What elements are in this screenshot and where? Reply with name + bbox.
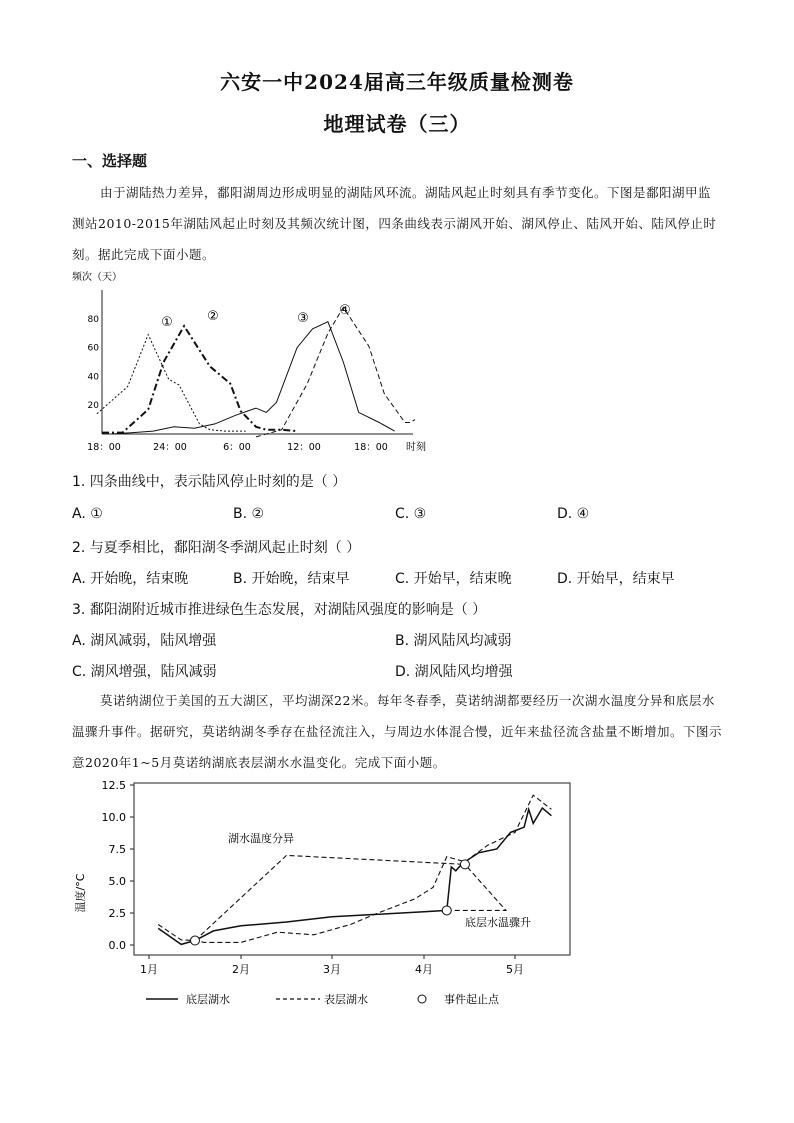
chart2-y-tick-label: 0.0 xyxy=(108,939,126,952)
intro-paragraph-1: 由于湖陆热力差异，鄱阳湖周边形成明显的湖陆风环流。湖陆风起止时刻具有季节变化。下图是鄱阳湖甲监测站2010-2015年湖陆风起止时刻及其频次统计图，四条曲线表示湖风开始、湖风停止、陆风开始、陆风停止时刻。据此完成下面小题。 xyxy=(72,185,717,262)
chart1-series-line xyxy=(256,307,415,437)
q2-option-a[interactable]: A. 开始晚，结束晚 xyxy=(72,571,189,587)
question-1-stem: 1. 四条曲线中，表示陆风停止时刻的是（ ） xyxy=(72,474,347,490)
q2-option-c[interactable]: C. 开始早，结束晚 xyxy=(395,571,512,587)
chart1-series-label: ② xyxy=(207,309,219,324)
paper-title: 六安一中2024届高三年级质量检测卷 xyxy=(220,70,574,94)
q1-option-c[interactable]: C. ③ xyxy=(395,506,427,522)
legend-event-label: 事件起止点 xyxy=(444,993,499,1006)
chart1-y-tick-label: 20 xyxy=(87,401,99,412)
chart2-event-point xyxy=(460,860,469,869)
question-3-stem: 3. 鄱阳湖附近城市推进绿色生态发展，对湖陆风强度的影响是（ ） xyxy=(72,602,487,618)
breeze-frequency-chart xyxy=(68,270,428,460)
legend-event-marker xyxy=(418,995,426,1003)
legend-surface-label: 表层湖水 xyxy=(324,993,368,1006)
question-2-stem: 2. 与夏季相比，鄱阳湖冬季湖风起止时刻（ ） xyxy=(72,540,361,556)
chart1-x-axis-label: 时刻 xyxy=(406,442,426,453)
chart2-x-tick-label: 3月 xyxy=(323,963,341,976)
q2-option-b[interactable]: B. 开始晚，结束早 xyxy=(233,571,350,587)
section-heading: 一、选择题 xyxy=(72,152,148,170)
chart2-event-point xyxy=(191,936,200,945)
chart2-y-tick-label: 10.0 xyxy=(101,811,126,824)
q1-option-a[interactable]: A. ① xyxy=(72,506,103,522)
chart1-x-tick-label: 12：00 xyxy=(287,442,321,453)
chart2-plot-frame xyxy=(134,783,570,955)
chart2-y-tick-label: 5.0 xyxy=(108,875,126,888)
chart1-y-tick-label: 60 xyxy=(87,343,99,354)
chart1-x-tick-label: 18：00 xyxy=(87,442,121,453)
chart2-series-line xyxy=(195,855,465,940)
chart1-x-tick-label: 24：00 xyxy=(153,442,187,453)
chart1-series-line xyxy=(102,326,297,433)
chart2-x-tick-label: 5月 xyxy=(506,963,524,976)
chart2-x-tick-label: 1月 xyxy=(140,963,158,976)
q2-option-d[interactable]: D. 开始早，结束早 xyxy=(557,571,675,587)
chart1-series-label: ① xyxy=(161,315,173,330)
chart2-y-tick-label: 7.5 xyxy=(108,843,126,856)
chart1-x-tick-label: 6：00 xyxy=(223,442,251,453)
chart1-y-axis-label: 频次（天） xyxy=(72,272,122,283)
water-temperature-chart xyxy=(70,775,580,1015)
legend-bottom-label: 底层湖水 xyxy=(186,993,230,1006)
chart2-y-tick-label: 12.5 xyxy=(101,779,126,792)
intro-paragraph-2: 莫诺纳湖位于美国的五大湖区，平均湖深22米。每年冬春季，莫诺纳湖都要经历一次湖水温度分异和底层水温骤升事件。据研究，莫诺纳湖冬季存在盐径流注入，与周边水体混合慢，近年来盐径流含盐量不断增加。下图示意2020年1~5月莫诺纳湖底表层湖水水温变化。完成下面小题。 xyxy=(72,693,723,770)
chart2-y-axis-label: 温度/°C xyxy=(74,873,87,913)
annotation-bottom-surge: 底层水温骤升 xyxy=(465,916,531,929)
chart2-event-point xyxy=(442,906,451,915)
chart1-series-line xyxy=(112,322,394,434)
q3-option-b[interactable]: B. 湖风陆风均减弱 xyxy=(395,633,512,649)
annotation-temperature-divergence: 湖水温度分异 xyxy=(228,832,294,845)
chart2-x-tick-label: 2月 xyxy=(232,963,250,976)
q3-option-d[interactable]: D. 湖风陆风均增强 xyxy=(395,664,513,680)
chart1-series-label: ③ xyxy=(297,311,309,326)
q1-option-b[interactable]: B. ② xyxy=(233,506,265,522)
q3-option-c[interactable]: C. 湖风增强，陆风减弱 xyxy=(72,664,217,680)
paper-subtitle: 地理试卷（三） xyxy=(323,112,471,136)
chart2-x-tick-label: 4月 xyxy=(415,963,433,976)
chart1-x-tick-label: 18：00 xyxy=(354,442,388,453)
chart1-y-tick-label: 40 xyxy=(87,372,99,383)
q1-option-d[interactable]: D. ④ xyxy=(557,506,590,522)
chart1-series-label: ④ xyxy=(339,303,351,318)
chart2-y-tick-label: 2.5 xyxy=(108,907,126,920)
q3-option-a[interactable]: A. 湖风减弱，陆风增强 xyxy=(72,633,217,649)
chart1-y-tick-label: 80 xyxy=(87,314,99,325)
